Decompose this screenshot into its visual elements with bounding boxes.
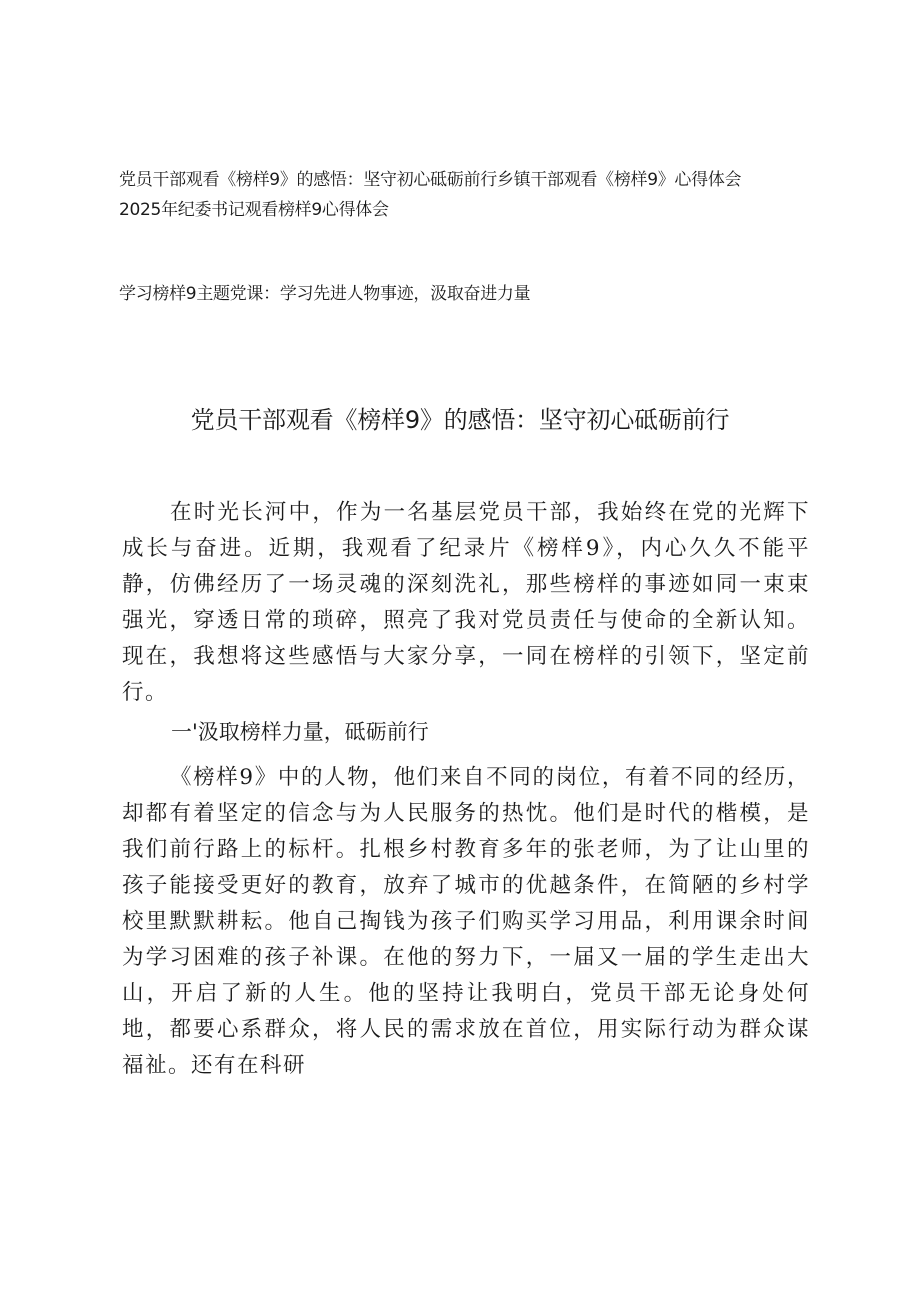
page-title: 党员干部观看《榜样9》的感悟：坚守初心砥砺前行 <box>190 406 730 434</box>
intro-paragraph: 在时光长河中，作为一名基层党员干部，我始终在党的光辉下成长与奋进。近期，我观看了纪录片《榜样9》，内心久久不能平静，仿佛经历了一场灵魂的深刻洗礼，那些榜样的事迹如同一束束强光，穿透日常的琐碎，照亮了我对党员责任与使命的全新认知。现在，我想将这些感悟与大家分享，一同在榜样的引领下，坚定前行。 <box>122 500 810 705</box>
toc-item: 学习榜样9主题党课：学习先进人物事迹，汲取奋进力量 <box>119 284 531 304</box>
toc-item: 2025年纪委书记观看榜样9心得体会 <box>119 200 389 220</box>
section-heading: 一'汲取榜样力量，砥砺前行 <box>171 720 429 744</box>
section-paragraph: 《榜样9》中的人物，他们来自不同的岗位，有着不同的经历，却都有着坚定的信念与为人民服务的热忱。他们是时代的楷模，是我们前行路上的标杆。扎根乡村教育多年的张老师，为了让山里的孩子能接受更好的教育，放弃了城市的优越条件，在简陋的乡村学校里默默耕耘。他自己掏钱为孩子们购买学习用品，利用课余时间为学习困难的孩子补课。在他的努力下，一届又一届的学生走出大山，开启了新的人生。他的坚持让我明白，党员干部无论身处何地，都要心系群众，将人民的需求放在首位，用实际行动为群众谋福祉。还有在科研 <box>122 765 810 1078</box>
toc-item: 党员干部观看《榜样9》的感悟：坚守初心砥砺前行乡镇干部观看《榜样9》心得体会 <box>119 170 742 190</box>
